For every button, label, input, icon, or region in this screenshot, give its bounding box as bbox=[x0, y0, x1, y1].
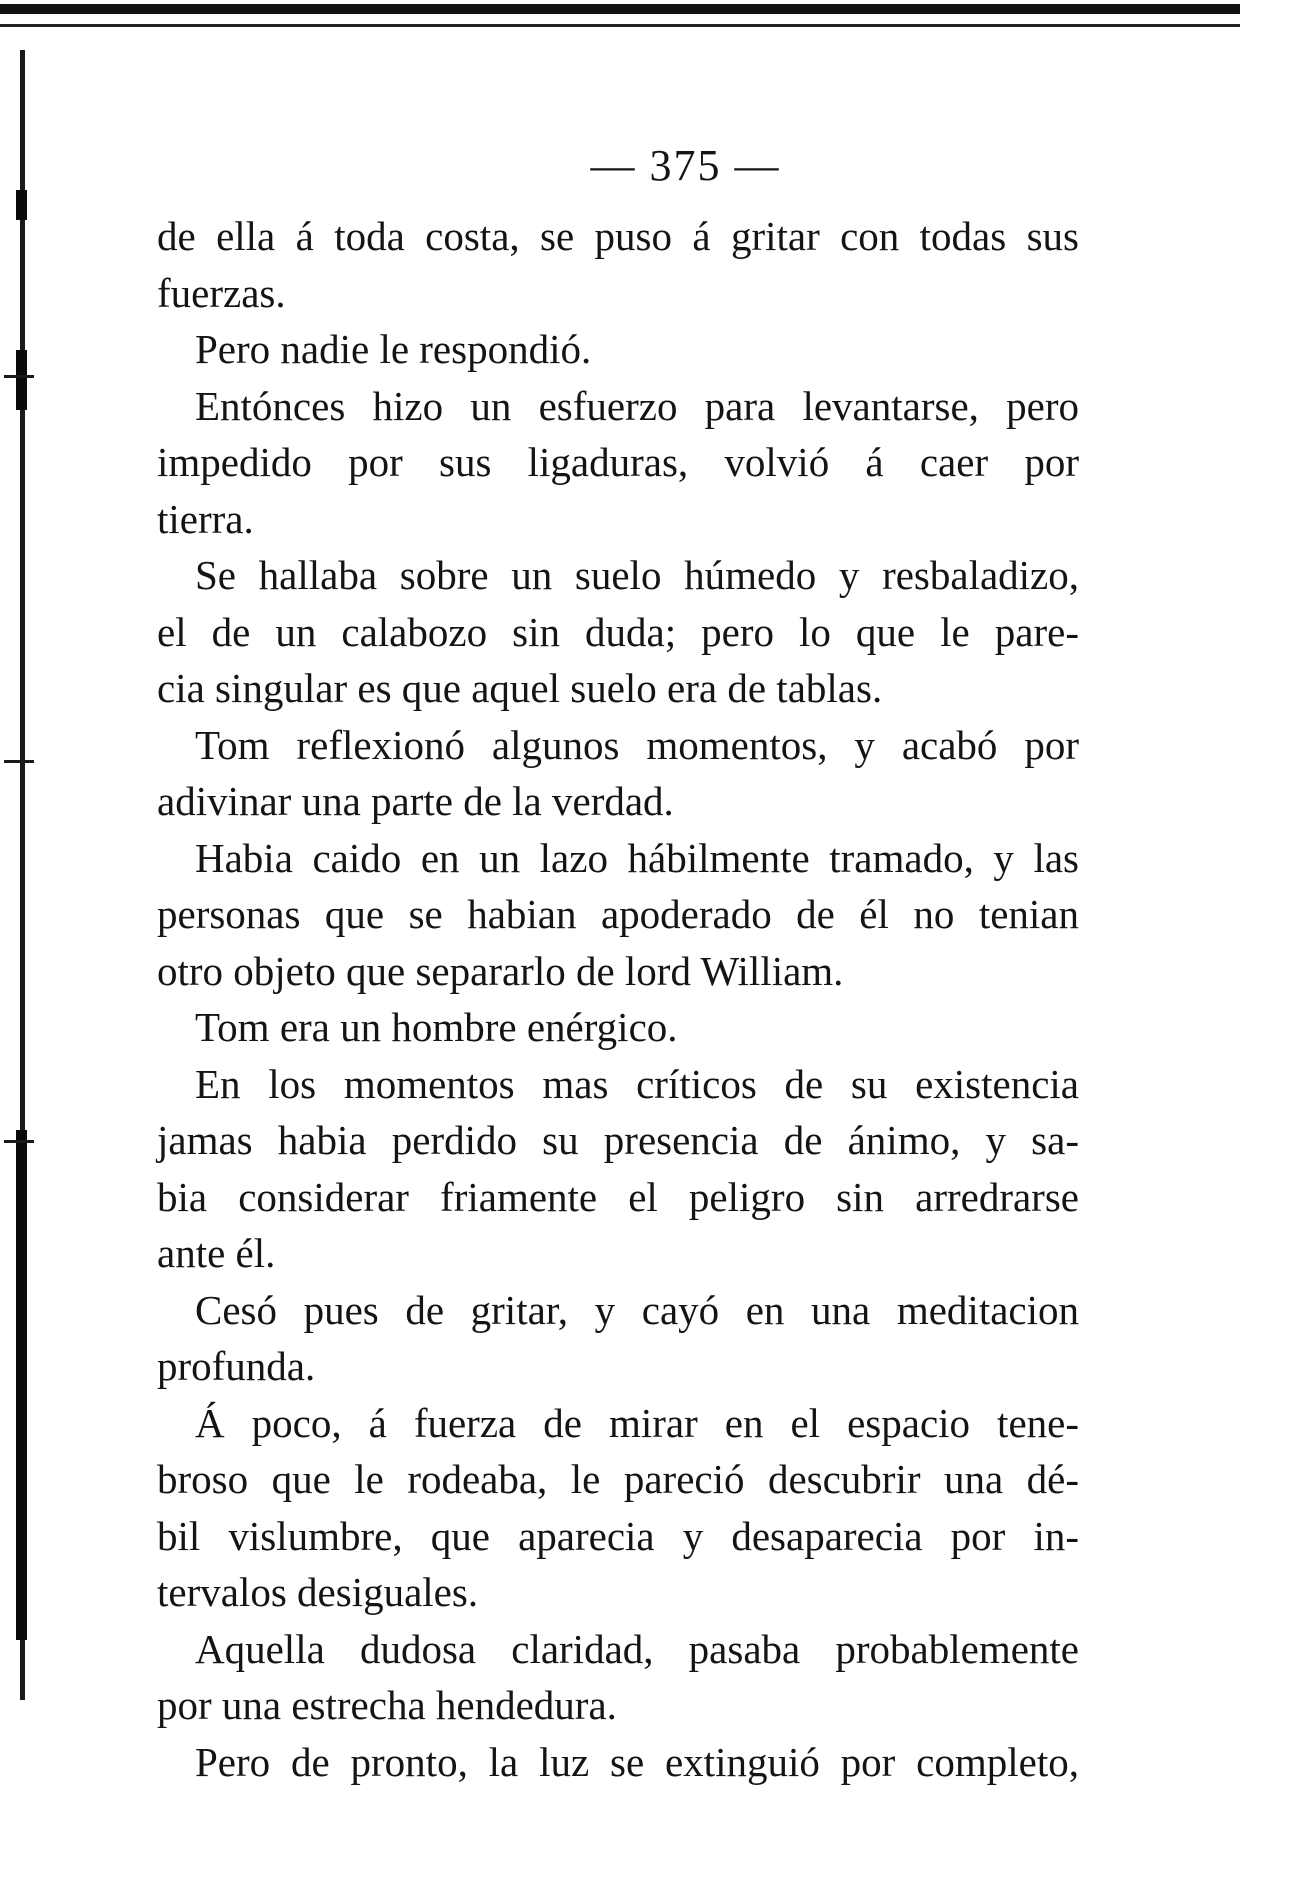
text-line: tervalos desiguales. bbox=[157, 1569, 479, 1615]
binding-edge-mark bbox=[16, 190, 27, 220]
page-number: — 375 — bbox=[590, 141, 781, 190]
text-line: Entónces hizo un esfuerzo para levantarse, pero bbox=[195, 382, 1079, 429]
text-line: Á poco, á fuerza de mirar en el espacio tene- bbox=[195, 1399, 1079, 1446]
top-border-rule bbox=[0, 4, 1240, 14]
text-line: el de un calabozo sin duda; pero lo que le pare- bbox=[157, 608, 1079, 655]
text-line: bia considerar friamente el peligro sin arredrarse bbox=[157, 1173, 1079, 1220]
text-line: Cesó pues de gritar, y cayó en una meditacion bbox=[195, 1286, 1079, 1333]
body-text bbox=[157, 208, 1079, 1790]
binding-edge-tick bbox=[4, 375, 34, 378]
text-line: adivinar una parte de la verdad. bbox=[157, 778, 674, 824]
text-line: Tom reflexionó algunos momentos, y acabó por bbox=[195, 721, 1079, 768]
text-line: cia singular es que aquel suelo era de tablas. bbox=[157, 665, 883, 711]
top-border-rule-thin bbox=[0, 24, 1240, 27]
binding-edge-tick bbox=[4, 760, 34, 763]
text-line: Habia caido en un lazo hábilmente tramado, y las bbox=[195, 834, 1079, 881]
text-line: jamas habia perdido su presencia de ánimo, y sa- bbox=[157, 1117, 1079, 1163]
text-line: de ella á toda costa, se puso á gritar con todas sus bbox=[157, 213, 1079, 259]
text-line: Se hallaba sobre un suelo húmedo y resbaladizo, bbox=[195, 552, 1079, 598]
text-line: Pero de pronto, la luz se extinguió por completo, bbox=[195, 1738, 1079, 1785]
binding-edge-tick bbox=[4, 1140, 34, 1143]
text-line: En los momentos mas críticos de su existencia bbox=[195, 1060, 1079, 1107]
text-line: tierra. bbox=[157, 495, 254, 542]
text-line: fuerzas. bbox=[157, 269, 286, 316]
binding-edge-mark bbox=[16, 1130, 27, 1640]
text-line: Pero nadie le respondió. bbox=[195, 326, 592, 372]
text-line: bil vislumbre, que aparecia y desaparecia por in- bbox=[157, 1512, 1079, 1559]
text-line: Aquella dudosa claridad, pasaba probablemente bbox=[195, 1625, 1079, 1672]
text-line: impedido por sus ligaduras, volvió á caer por bbox=[157, 439, 1079, 485]
text-line: broso que le rodeaba, le pareció descubrir una dé- bbox=[157, 1456, 1079, 1502]
binding-edge-mark bbox=[16, 350, 27, 410]
text-line: profunda. bbox=[157, 1343, 316, 1389]
text-line: otro objeto que separarlo de lord William. bbox=[157, 947, 844, 994]
text-line: Tom era un hombre enérgico. bbox=[195, 1004, 678, 1050]
text-line: por una estrecha hendedura. bbox=[157, 1682, 617, 1728]
text-line: ante él. bbox=[157, 1230, 276, 1276]
text-line: personas que se habian apoderado de él no tenian bbox=[157, 891, 1079, 937]
